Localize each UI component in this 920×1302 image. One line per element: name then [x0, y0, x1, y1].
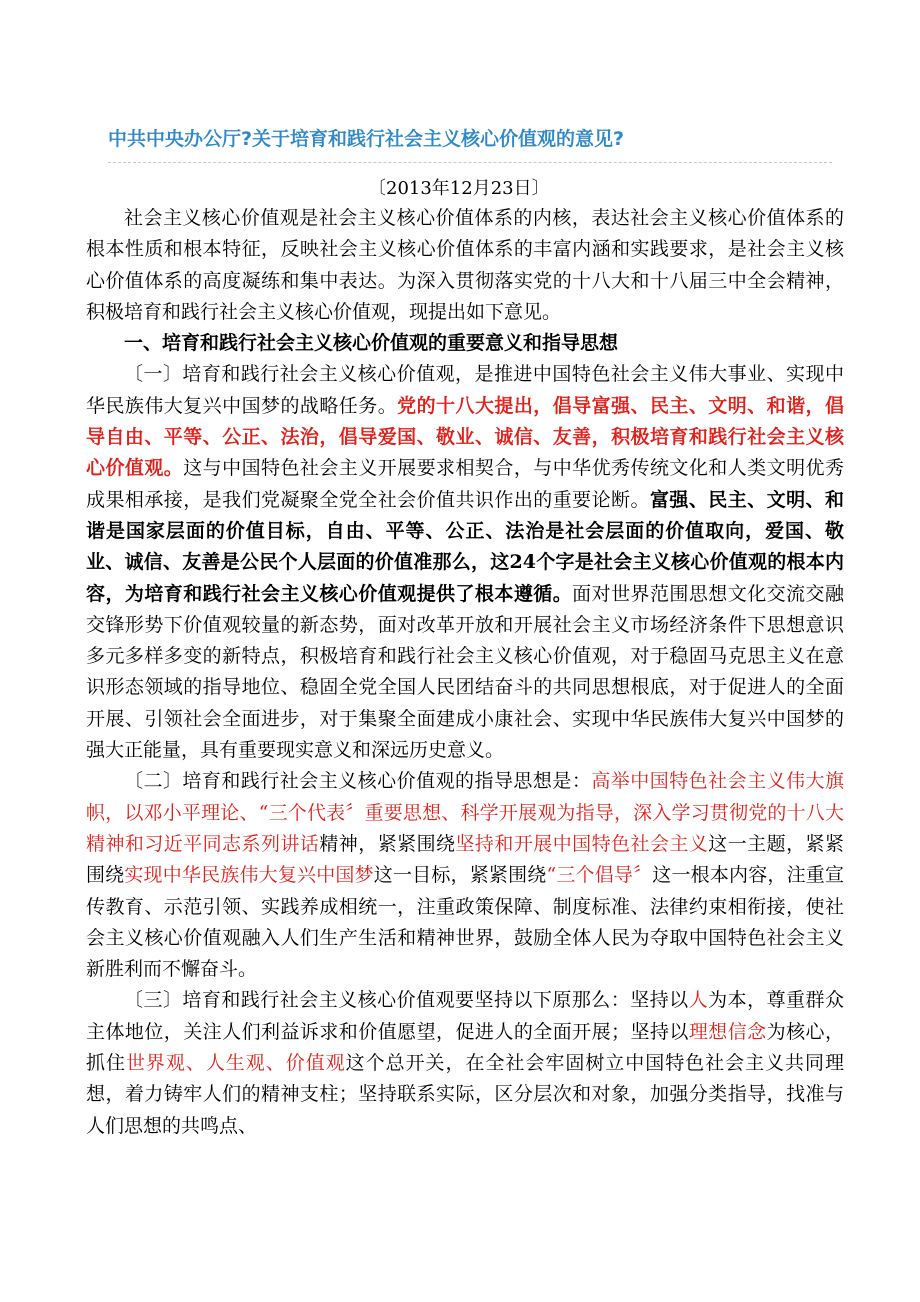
- p1-text-e: 面对世界范围思想文化交流交融交锋形势下价值观较量的新态势，面对改革开放和开展社会主义市场经济条件下思想意识多元多样多变的新特点，积极培育和践行社会主义核心价值观，对于稳固马克思主义在意识形态领域的指导地位、稳固全党全国人民团结奋斗的共同思想根底，对于促进人的全面开展、引领社会全面进步，对于集聚全面建成小康社会、实现中华民族伟大复兴中国梦的强大正能量，具有重要现实意义和深远历史意义。: [86, 582, 844, 762]
- section-heading: 一、培育和践行社会主义核心价值观的重要意义和指导思想: [124, 332, 619, 355]
- p3-text-c: 为本，尊重群众主体地位，关注人们利益诉求和价值愿望，促进人的全面开展；坚持以: [86, 989, 844, 1043]
- paragraph-3: [86, 985, 844, 1141]
- p3-text-a: 〔三〕培育和践行社会主义核心价值观要坚持以下原那么：坚持以: [124, 989, 689, 1012]
- p2-text-a: 〔二〕培育和践行社会主义核心价值观的指导思想是：: [124, 770, 592, 793]
- paragraph-1: [86, 359, 844, 766]
- p2-text-i: 这一根本内容，注重宣传教育、示范引领、实践养成相统一，注重政策保障、制度标准、法律约束相衔接，使社会主义核心价值观融入人们生产生活和精神世界，鼓励全体人民为夺取中国特色社会主义新胜利而不懈奋斗。: [86, 864, 844, 981]
- p2-text-e: 这一主题，紧紧围绕: [86, 832, 844, 887]
- p3-text-e: 为核心，抓住: [86, 1020, 844, 1075]
- p3-red-b: 人: [688, 989, 709, 1012]
- document-date: 〔2013年12月23日〕: [368, 178, 550, 199]
- p1-emphasis-bold: 富强、民主、文明、和谐是国家层面的价值目标，自由、平等、公正、法治是社会层面的价值取向，爱国、敬业、诚信、友善是公民个人层面的价值准那么，这24个字是社会主义核心价值观的根本内容，为培育和践行社会主义核心价值观提供了根本遵循。: [86, 488, 844, 605]
- p2-red-h: “三个倡导〞: [546, 864, 653, 887]
- p2-red-b: 高举中国特色社会主义伟大旗帜，以邓小平理论、“三个代表〞重要思想、科学开展观为指导，深入学习贯彻党的十八大精神和习近平同志系列讲话: [86, 770, 844, 855]
- p1-text-c: 这与中国特色社会主义开展要求相契合，与中华优秀传统文化和人类文明优秀成果相承接，是我们党凝聚全党全社会价值共识作出的重要论断。: [86, 457, 844, 511]
- p2-text-g: 这一目标，紧紧围绕: [373, 864, 547, 887]
- p1-text-a: 〔一〕培育和践行社会主义核心价值观，是推进中国特色社会主义伟大事业、实现中华民族伟大复兴中国梦的战略任务。: [86, 363, 844, 417]
- p2-red-d: 坚持和开展中国特色社会主义: [455, 832, 709, 855]
- p2-red-f: 实现中华民族伟大复兴中国梦: [124, 864, 374, 887]
- p3-text-g: 这个总开关，在全社会牢固树立中国特色社会主义共同理想，着力铸牢人们的精神支柱；坚持联系实际，区分层次和对象，加强分类指导，找准与人们思想的共鸣点、: [86, 1052, 844, 1137]
- p3-red-d: 理想信念: [688, 1020, 767, 1043]
- p2-text-c: 精神，紧紧围绕: [319, 832, 456, 855]
- document-title: 中共中央办公厅?关于培育和践行社会主义核心价值观的意见?: [108, 128, 625, 150]
- intro-paragraph: 社会主义核心价值观是社会主义核心价值体系的内核，表达社会主义核心价值体系的根本性质和根本特征，反映社会主义核心价值体系的丰富内涵和实践要求，是社会主义核心价值体系的高度凝练和集中表达。为深入贯彻落实党的十八大和十八届三中全会精神，积极培育和践行社会主义核心价值观，现提出如下意见。: [86, 207, 844, 323]
- title-divider: [108, 162, 832, 163]
- paragraph-2: [86, 766, 844, 985]
- document-body: [86, 203, 844, 1142]
- p3-red-f: 世界观、人生观、价值观: [125, 1052, 346, 1075]
- p1-emphasis-red: 党的十八大提出，倡导富强、民主、文明、和谐，倡导自由、平等、公正、法治，倡导爱国、敬业、诚信、友善，积极培育和践行社会主义核心价值观。: [86, 394, 844, 480]
